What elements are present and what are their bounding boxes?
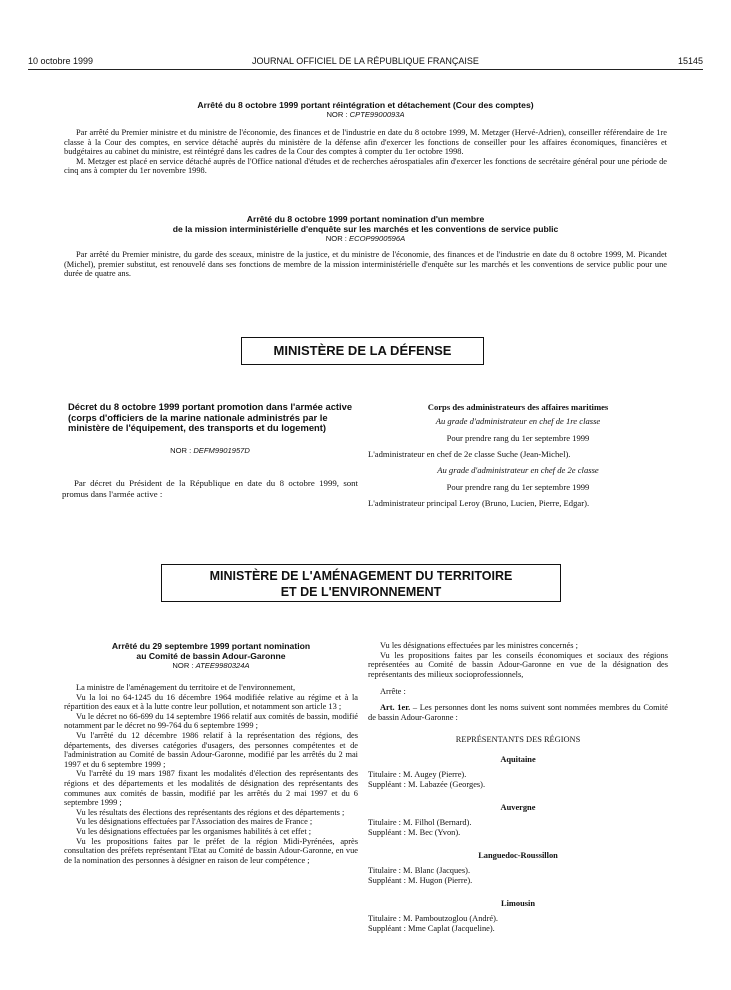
arrete1-title: Arrêté du 8 octobre 1999 portant réintégration et détachement (Cour des comptes) bbox=[197, 100, 534, 110]
arrete1-nor-label: NOR : bbox=[326, 110, 348, 119]
arrete2-nor-code: ECOP9900596A bbox=[349, 234, 406, 243]
arrete3-nor bbox=[64, 661, 358, 671]
arrete3-right-paragraph: Vu les propositions faites par les conseils économiques et sociaux des régions représentées au Comité de bassin Adour-Garonne en vue de la désignation des représentants des milieux socioprofessionnels, bbox=[368, 650, 668, 679]
decret-title: Décret du 8 octobre 1999 portant promotion dans l'armée active (corps d'officiers de la marine nationale administrés par le ministère de l'équipement, des transports et du logement) bbox=[68, 401, 353, 433]
decret-nor bbox=[62, 446, 358, 456]
region-suppleant: Suppléant : M. Bec (Yvon). bbox=[368, 828, 461, 838]
arrete2-paragraph-1: Par arrêté du Premier ministre, du garde des sceaux, ministre de la justice, et du ministre de l'économie, des finances et de l'industrie en date du 8 octobre 1999, M. Picandet (Michel), premier substitut, est renouvelé dans ses fonctions de membre de la mission interministérielle d'enquête sur les marchés et les conventions de service public pour une durée de quatre ans. bbox=[64, 250, 667, 279]
decret-paragraph-1: Par décret du Président de la République en date du 8 octobre 1999, sont promus dans l'armée active : bbox=[62, 477, 358, 499]
arrete3-paragraph: La ministre de l'aménagement du territoire et de l'environnement, bbox=[76, 683, 296, 692]
header-rule bbox=[28, 69, 703, 70]
region-suppleant: Suppléant : Mme Caplat (Jacqueline). bbox=[368, 924, 495, 934]
arrete3-paragraph: Vu le décret no 66-699 du 14 septembre 1966 relatif aux comités de bassin, modifié notamment par le décret no 99-764 du 6 septembre 1999 ; bbox=[64, 711, 358, 731]
region-name: Auvergne bbox=[500, 803, 536, 813]
header-date: 10 octobre 1999 bbox=[28, 56, 94, 66]
representants-regions-heading: REPRÉSENTANTS DES RÉGIONS bbox=[455, 735, 581, 745]
arrete1-paragraph-1: Par arrêté du Premier ministre et du ministre de l'économie, des finances et de l'industrie en date du 8 octobre 1999, M. Metzger (Hervé-Adrien), conseiller référendaire de 1re classe à la Cour des comptes, en service détaché auprès du ministère de la défense afin d'exercer les fonctions de conseiller pour les affaires économiques, financières et budgétaires au cabinet du ministre, est réintégré dans les cadres de la Cour des comptes à compter du 1er octobre 1998. bbox=[64, 128, 667, 157]
arrete2-nor bbox=[64, 234, 667, 244]
corps-rang-2: Pour prendre rang du 1er septembre 1999 bbox=[446, 482, 590, 492]
arrete3-title-line-1: Arrêté du 29 septembre 1999 portant nomination bbox=[111, 641, 311, 651]
corps-person-2: L'administrateur principal Leroy (Bruno, Lucien, Pierre, Edgar). bbox=[368, 498, 590, 508]
arrete3-paragraph: Vu les désignations effectuées par l'Association des maires de France ; bbox=[76, 817, 313, 827]
corps-rang-1: Pour prendre rang du 1er septembre 1999 bbox=[446, 433, 590, 443]
decret-nor-code: DEFM9901957D bbox=[193, 445, 250, 455]
arrete-mission-interministerielle bbox=[64, 214, 667, 279]
corps-person-1: L'administrateur en chef de 2e classe Suche (Jean-Michel). bbox=[368, 449, 571, 459]
arrete1-nor bbox=[64, 110, 667, 120]
arrete-comite-bassin-continued bbox=[368, 641, 668, 934]
arrete3-paragraph: Vu les désignations effectuées par les organismes habilités à cet effet ; bbox=[76, 826, 312, 836]
arrete2-title-line-1: Arrêté du 8 octobre 1999 portant nomination d'un membre bbox=[246, 214, 485, 224]
region-titulaire: Titulaire : M. Augey (Pierre). bbox=[368, 770, 467, 780]
arrete2-nor-label: NOR : bbox=[325, 234, 347, 243]
corps-grade-2: Au grade d'administrateur en chef de 2e classe bbox=[437, 465, 599, 475]
arrete3-arrete-label: Arrête : bbox=[380, 687, 406, 697]
arrete3-paragraph: Vu l'arrêté du 19 mars 1987 fixant les modalités d'élection des représentants des régions et des départements et les modalités de désignation des représentants des communes aux comités de bassin, modifié par les arrêtés du 2 mai 1997 et du 6 septembre 1999 ; bbox=[64, 769, 358, 808]
arrete3-article-1-label: Art. 1er. bbox=[380, 702, 411, 712]
region-name: Limousin bbox=[501, 899, 535, 909]
arrete3-article-1-text: – Les personnes dont les noms suivent sont nommées membres du Comité de bassin Adour-Garonne : bbox=[368, 702, 668, 722]
arrete-comite-bassin bbox=[64, 641, 358, 865]
arrete3-article-1 bbox=[368, 703, 668, 722]
arrete2-title-line-2: de la mission interministérielle d'enquête sur les marchés et les conventions de service public bbox=[172, 224, 559, 234]
arrete3-paragraph: Vu l'arrêté du 12 décembre 1986 relatif à la représentation des régions, des départements, des diverses catégories d'usagers, des personnes compétentes et de l'administration au Comité de bassin Adour-Garonne, modifié par les arrêtés du 2 mai 1997 et du 6 septembre 1999 ; bbox=[64, 730, 358, 769]
decret-promotion bbox=[62, 402, 358, 500]
page-header bbox=[28, 56, 703, 68]
decret-nor-label: NOR : bbox=[170, 445, 192, 455]
ministry-defense-heading: MINISTÈRE DE LA DÉFENSE bbox=[241, 337, 484, 365]
arrete3-nor-label: NOR : bbox=[172, 661, 194, 670]
arrete1-paragraph-2: M. Metzger est placé en service détaché auprès de l'Office national d'études et de recherches aérospatiales afin d'exercer les fonctions de secrétaire général pour une période de cinq ans à compter du 1er novembre 1998. bbox=[64, 156, 667, 176]
region-name: Aquitaine bbox=[500, 755, 536, 765]
arrete3-paragraph: Vu la loi no 64-1245 du 16 décembre 1964 modifiée relative au régime et à la répartition des eaux et à la lutte contre leur pollution, et notamment son article 13 ; bbox=[64, 692, 358, 712]
corps-title: Corps des administrateurs des affaires maritimes bbox=[427, 402, 609, 412]
region-name: Languedoc-Roussillon bbox=[478, 851, 558, 861]
ministry-amenagement-line-1: MINISTÈRE DE L'AMÉNAGEMENT DU TERRITOIRE bbox=[209, 569, 513, 583]
arrete3-paragraph: Vu les résultats des élections des représentants des régions et des départements ; bbox=[76, 807, 345, 817]
corps-administrateurs bbox=[368, 402, 668, 509]
arrete-cour-des-comptes bbox=[64, 100, 667, 176]
arrete3-right-paragraph: Vu les désignations effectuées par les ministres concernés ; bbox=[380, 641, 578, 650]
ministry-amenagement-line-2: ET DE L'ENVIRONNEMENT bbox=[280, 585, 442, 599]
corps-grade-1: Au grade d'administrateur en chef de 1re classe bbox=[435, 416, 601, 426]
arrete3-nor-code: ATEE9980324A bbox=[195, 661, 250, 670]
ministry-amenagement-heading bbox=[161, 564, 561, 602]
region-titulaire: Titulaire : M. Blanc (Jacques). bbox=[368, 866, 471, 876]
arrete1-nor-code: CPTE9900093A bbox=[349, 110, 405, 119]
region-titulaire: Titulaire : M. Pamboutzoglou (André). bbox=[368, 914, 498, 924]
region-suppleant: Suppléant : M. Hugon (Pierre). bbox=[368, 876, 473, 886]
region-titulaire: Titulaire : M. Filhol (Bernard). bbox=[368, 818, 472, 828]
header-journal-title: JOURNAL OFFICIEL DE LA RÉPUBLIQUE FRANÇAISE bbox=[252, 56, 479, 66]
arrete3-title-line-2: au Comité de bassin Adour-Garonne bbox=[136, 651, 286, 661]
header-page-number: 15145 bbox=[677, 56, 703, 66]
arrete3-paragraph: Vu les propositions faites par le préfet de la région Midi-Pyrénées, après consultation des préfets représentant l'Etat au Comité de bassin Adour-Garonne, en vue de la nomination des personnes à désigner en raison de leur compétence ; bbox=[64, 836, 358, 865]
region-suppleant: Suppléant : M. Labazée (Georges). bbox=[368, 780, 486, 790]
